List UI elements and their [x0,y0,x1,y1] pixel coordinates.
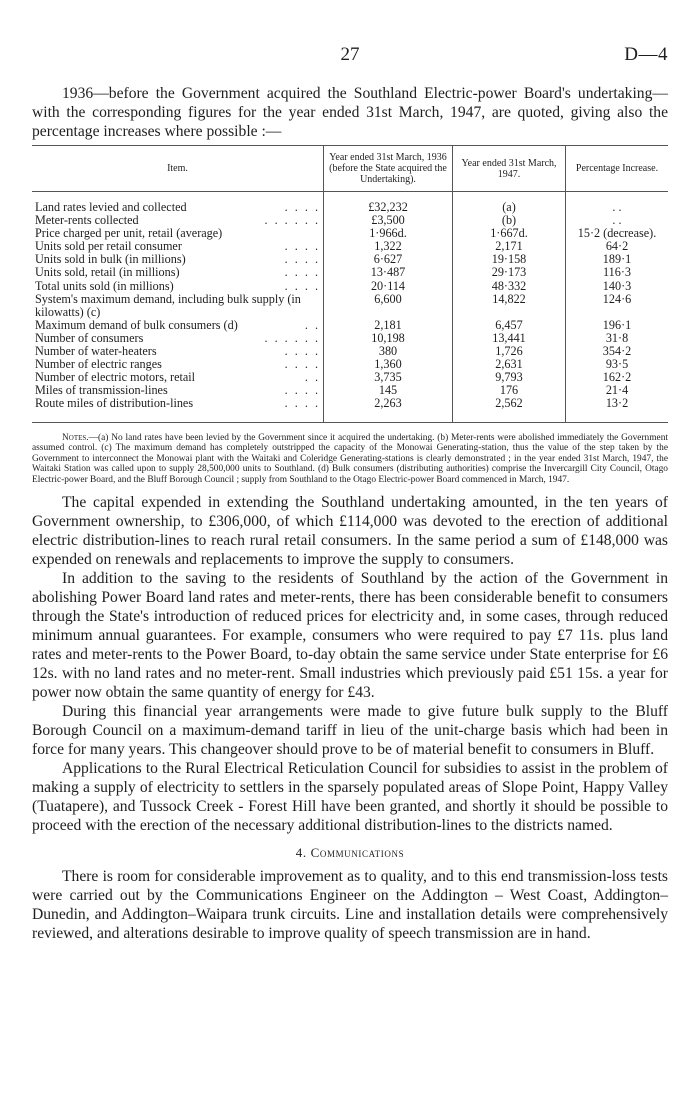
cell-percentage: 116·3 [566,266,669,279]
row-item: Units sold, retail (in millions) [35,265,180,280]
cell-percentage: 21·4 [566,384,669,397]
cell-percentage: . . [566,192,669,215]
cell-1947: 13,441 [453,332,566,345]
paragraph-rural-reticulation: Applications to the Rural Electrical Reticulation Council for subsidies to assist in the problem of making a supply of electricity to settlers in the sparsely populated areas of Slope Point, Happy Valley (Tuatapere), and Tussock Creek - Forest Hill have been granted, and shortly it should be possible to proceed with the erection of the necessary additional distribution-lines to the districts named. [32,760,668,835]
cell-1936: 6,600 [324,293,453,319]
leader-dots: . . [304,317,320,332]
cell-percentage: 13·2 [566,397,669,422]
notes-lead: Notes. [62,432,89,443]
row-item: Number of electric ranges [35,357,162,372]
document-page [32,44,668,943]
leader-dots: . . . . [284,252,320,267]
paragraph-communications: There is room for considerable improvement as to quality, and to this end transmission-loss tests were carried out by the Communications Engineer on the Addington – West Coast, Addington–Dunedin, and Addington–Waipara trunk circuits. Line and installation details were comprehensively reviewed, and alterations desirable to improve quality of speech transmission are in hand. [32,868,668,943]
cell-percentage: 354·2 [566,345,669,358]
leader-dots: . . . . [284,357,320,372]
column-header-1936: Year ended 31st March, 1936 (before the State acquired the Undertaking). [324,146,453,192]
cell-1947: 2,562 [453,397,566,422]
table-row [32,293,668,319]
comparison-table [32,145,668,423]
cell-1936: 13·487 [324,266,453,279]
cell-1947: 48·332 [453,280,566,293]
cell-percentage: 196·1 [566,319,669,332]
cell-1936: 380 [324,345,453,358]
paragraph-capital-expended: The capital expended in extending the Southland undertaking amounted, in the ten years of Government ownership, to £306,000, of which £114,000 was devoted to the erection of additional electric distribution-lines to reach rural retail consumers. In the same period a sum of £148,000 was expended on renewals and replacements to improve the supply to consumers. [32,494,668,569]
section-heading: 4. Communications [295,845,405,861]
table-row [32,397,668,422]
cell-1936: 2,263 [324,397,453,422]
body-text [32,493,668,835]
cell-1936: 10,198 [324,332,453,345]
cell-percentage: 64·2 [566,240,669,253]
cell-percentage: 124·6 [566,293,669,319]
table-row [32,280,668,293]
column-header-item: Item. [167,163,188,174]
leader-dots: . . . . [284,278,320,293]
leader-dots: . . . . [284,383,320,398]
leader-dots: . . . . [284,344,320,359]
cell-1947: 2,171 [453,240,566,253]
leader-dots: . . . . [284,200,320,214]
cell-1936: 1,360 [324,358,453,371]
cell-percentage: 140·3 [566,280,669,293]
row-item: Land rates levied and collected [35,200,187,214]
cell-1936: £32,232 [324,192,453,215]
cell-1947: (b) [453,214,566,227]
table-header-row [32,146,668,192]
leader-dots: . . . . [284,265,320,280]
cell-1947: 29·173 [453,266,566,279]
cell-1947: 176 [453,384,566,397]
row-item: Price charged per unit, retail (average) [35,226,223,241]
cell-percentage: 189·1 [566,253,669,266]
leader-dots: . . . . . . [264,330,320,345]
cell-1936: 6·627 [324,253,453,266]
page-number: 27 [340,44,360,65]
document-reference: D—4 [624,44,668,65]
column-header-percentage: Percentage Increase. [566,146,669,192]
notes-text: —(a) No land rates have been levied by the Government since it acquired the undertaking. (b) Meter-rents were abolished immediately the Government assumed control. (c) The maximum demand has completely outstripped the capacity of the Monowai Generating-station, thus the value of the step taken by the Government to interconnect the Monowai plant with the Waitaki and Coleridge Generating-stations is clearly demonstrated ; in the year ended 31st March, 1947, the Waitaki Station was called upon to supply 28,500,000 units to Southland. (d) Bulk consumers (distributing authorities) comprise the Invercargill City Council, Otago Electric-power Board, and the Bluff Borough Council ; supply from Southland to the Otago Electric-power Board commenced in March, 1947. [32,432,668,485]
paragraph-savings: In addition to the saving to the residents of Southland by the action of the Government in abolishing Power Board land rates and meter-rents, there has been considerable benefit to consumers through the State's introduction of reduced prices for electricity and, in some cases, through reduced minimum annual guarantees. For example, consumers who were required to pay £7 11s. plus land rates and meter-rents to the Power Board, to-day obtain the same service under State enterprise for £6 12s. with no land rates and no meter-rent. Small industries which previously paid £51 15s. a year for power now obtain the same quantity of energy for £43. [32,570,668,702]
row-item: System's maximum demand, including bulk supply (in kilowatts) (c) [35,291,301,319]
row-item: Total units sold (in millions) [35,278,174,293]
cell-1947: 19·158 [453,253,566,266]
row-item: Number of water-heaters [35,344,157,359]
table-notes [32,433,668,486]
leader-dots: . . . . [284,396,320,411]
row-item: Number of electric motors, retail [35,370,196,385]
cell-1936: 3,735 [324,371,453,384]
cell-1936: 1·966d. [324,227,453,240]
cell-percentage: 93·5 [566,358,669,371]
cell-1936: 2,181 [324,319,453,332]
cell-percentage: 162·2 [566,371,669,384]
cell-1936: 1,322 [324,240,453,253]
cell-percentage: 31·8 [566,332,669,345]
cell-1947: 9,793 [453,371,566,384]
cell-1947: 14,822 [453,293,566,319]
leader-dots: . . [304,370,320,385]
page-header [32,44,668,72]
cell-1936: £3,500 [324,214,453,227]
row-item: Number of consumers [35,330,144,345]
cell-1947: 6,457 [453,319,566,332]
column-header-1947: Year ended 31st March, 1947. [453,146,566,192]
row-item: Route miles of distribution-lines [35,396,194,411]
cell-1936: 20·114 [324,280,453,293]
row-item: Meter-rents collected [35,213,139,228]
row-item: Units sold per retail consumer [35,239,182,254]
cell-1947: 2,631 [453,358,566,371]
cell-1947: 1,726 [453,345,566,358]
row-item: Units sold in bulk (in millions) [35,252,186,267]
cell-1936: 145 [324,384,453,397]
cell-1947: 1·667d. [453,227,566,240]
cell-1947: (a) [453,192,566,215]
row-item: Miles of transmission-lines [35,383,168,398]
row-item: Maximum demand of bulk consumers (d) [35,317,238,332]
cell-percentage: . . [566,214,669,227]
leader-dots: . . . . [284,239,320,254]
table-row [32,192,668,215]
leader-dots: . . . . . . [264,213,320,228]
paragraph-bluff-supply: During this financial year arrangements were made to give future bulk supply to the Bluff Borough Council on a maximum-demand tariff in lieu of the unit-charge basis which had been in force for many years. This changeover should prove to be of material benefit to consumers in Bluff. [32,703,668,759]
intro-paragraph: 1936—before the Government acquired the Southland Electric-power Board's undertaking—with the corresponding figures for the year ended 31st March, 1947, are quoted, giving also the percentage increases where possible :— [32,85,668,140]
cell-percentage: 15·2 (decrease). [566,227,669,240]
